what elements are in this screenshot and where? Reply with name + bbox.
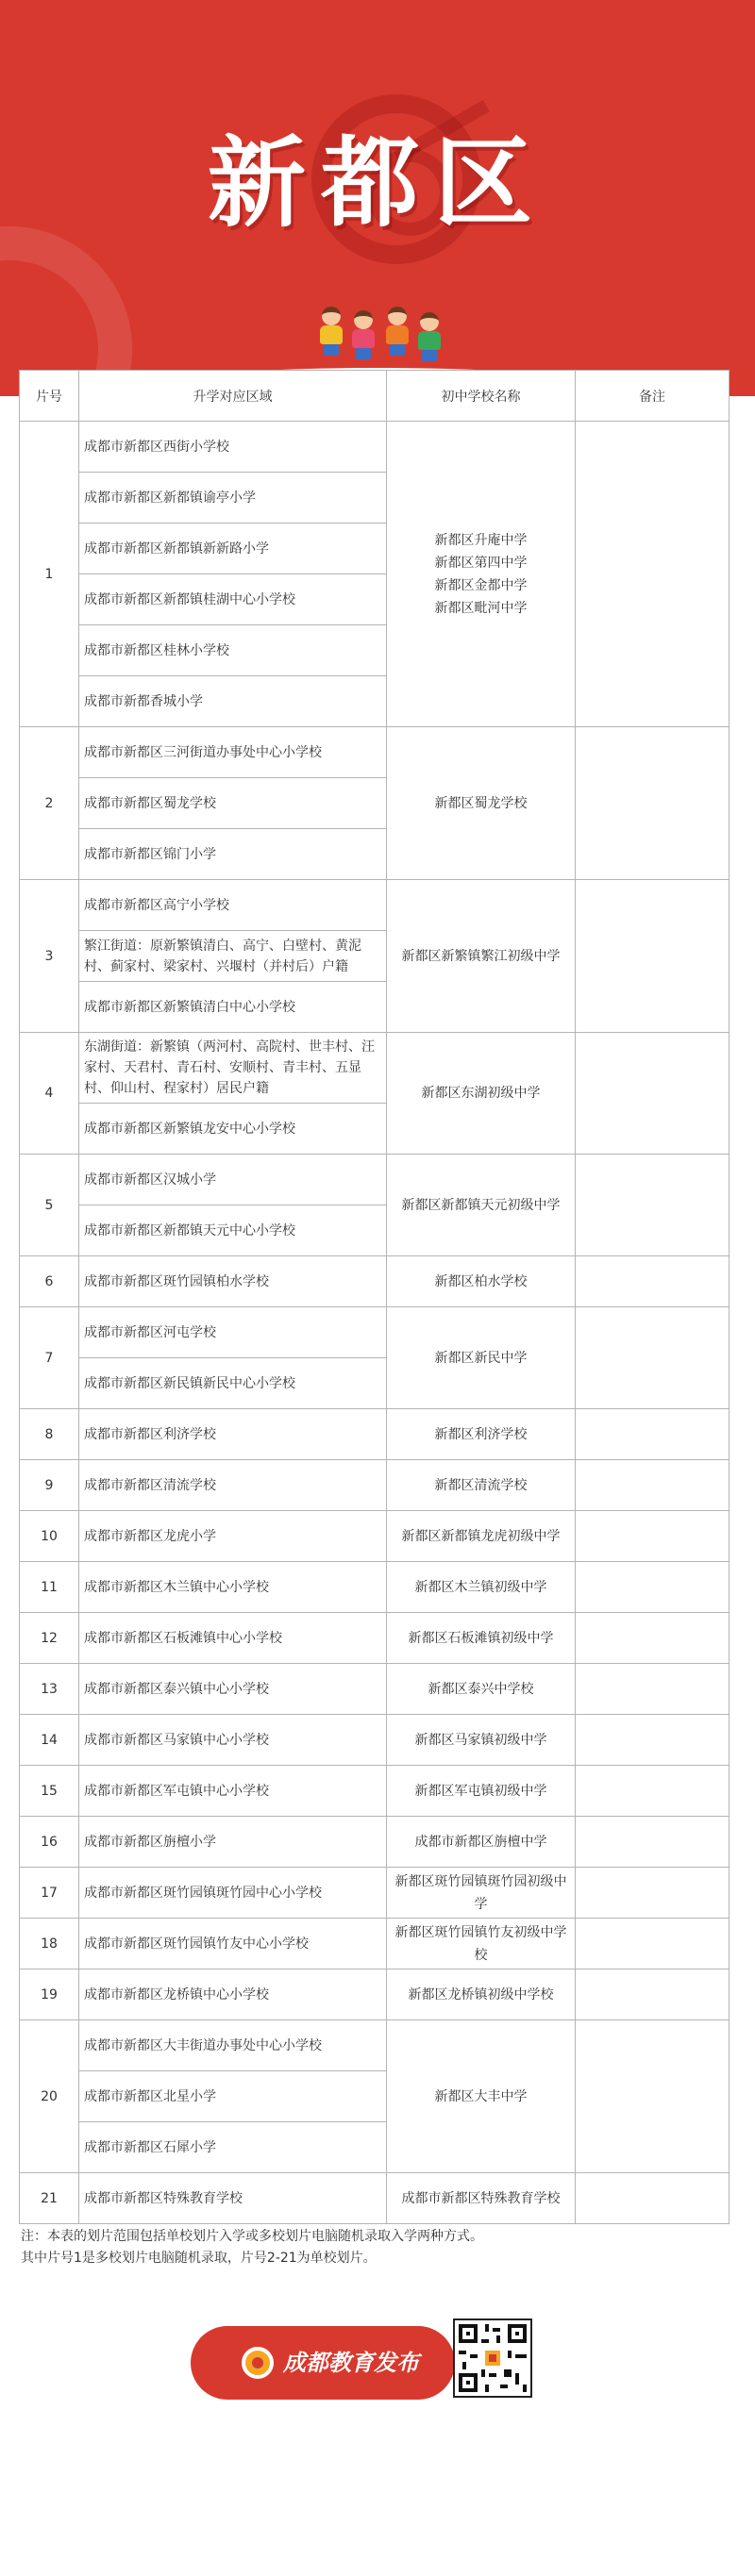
note-cell bbox=[576, 1817, 730, 1868]
note-cell bbox=[576, 2020, 730, 2173]
middle-school-cell bbox=[387, 1969, 576, 2020]
primary-school-area: 成都市新都区新都镇桂湖中心小学校 bbox=[79, 574, 387, 625]
middle-school-cell bbox=[387, 1307, 576, 1409]
middle-school-name: 新都区军屯镇初级中学 bbox=[414, 1783, 547, 1799]
middle-school-name: 新都区金都中学 bbox=[434, 577, 528, 593]
header-area: 升学对应区域 bbox=[79, 371, 387, 422]
middle-school-name: 成都市新都区旃檀中学 bbox=[414, 1834, 547, 1850]
primary-school-area: 成都市新都区河屯学校 bbox=[79, 1307, 387, 1358]
table-row bbox=[20, 1715, 730, 1766]
middle-school-cell bbox=[387, 2020, 576, 2173]
note-cell bbox=[576, 1766, 730, 1817]
table-row bbox=[20, 727, 730, 778]
middle-school-cell bbox=[387, 727, 576, 880]
table-row bbox=[20, 1460, 730, 1511]
note-cell bbox=[576, 422, 730, 727]
middle-school-cell bbox=[387, 1919, 576, 1969]
primary-school-area: 成都市新都区清流学校 bbox=[79, 1460, 387, 1511]
middle-school-name: 新都区泰兴中学校 bbox=[428, 1681, 534, 1697]
table-row bbox=[20, 1562, 730, 1613]
table-row bbox=[20, 1613, 730, 1664]
note-cell bbox=[576, 1155, 730, 1256]
primary-school-area: 成都市新都区桂林小学校 bbox=[79, 625, 387, 676]
primary-school-area: 成都市新都区新繁镇清白中心小学校 bbox=[79, 982, 387, 1033]
table-row bbox=[20, 1511, 730, 1562]
primary-school-area: 成都市新都区木兰镇中心小学校 bbox=[79, 1562, 387, 1613]
primary-school-area: 成都市新都区石犀小学 bbox=[79, 2122, 387, 2173]
middle-school-cell bbox=[387, 1511, 576, 1562]
middle-school-name: 新都区马家镇初级中学 bbox=[414, 1732, 547, 1748]
middle-school-name: 新都区利济学校 bbox=[434, 1426, 528, 1442]
primary-school-area: 成都市新都区新繁镇龙安中心小学校 bbox=[79, 1104, 387, 1155]
middle-school-name: 新都区毗河中学 bbox=[434, 600, 528, 616]
primary-school-area: 成都市新都区石板滩镇中心小学校 bbox=[79, 1613, 387, 1664]
primary-school-area: 成都市新都区特殊教育学校 bbox=[79, 2173, 387, 2224]
district-number: 19 bbox=[20, 1969, 79, 2020]
district-number: 6 bbox=[20, 1256, 79, 1307]
primary-school-area: 成都市新都区新都镇天元中心小学校 bbox=[79, 1205, 387, 1256]
footnote-line: 注：本表的划片范围包括单校划片入学或多校划片电脑随机录取入学两种方式。 bbox=[21, 2229, 483, 2244]
middle-school-cell bbox=[387, 1460, 576, 1511]
table-row bbox=[20, 1969, 730, 2020]
note-cell bbox=[576, 1868, 730, 1919]
middle-school-cell bbox=[387, 1033, 576, 1155]
district-number: 16 bbox=[20, 1817, 79, 1868]
middle-school-name: 新都区东湖初级中学 bbox=[421, 1086, 541, 1101]
primary-school-area: 成都市新都区新都镇谕亭小学 bbox=[79, 473, 387, 524]
footer bbox=[0, 2307, 755, 2505]
middle-school-name: 新都区石板滩镇初级中学 bbox=[408, 1630, 554, 1646]
primary-school-area: 成都市新都区斑竹园镇斑竹园中心小学校 bbox=[79, 1868, 387, 1919]
primary-school-area: 成都市新都区斑竹园镇竹友中心小学校 bbox=[79, 1919, 387, 1969]
note-cell bbox=[576, 1409, 730, 1460]
district-number: 14 bbox=[20, 1715, 79, 1766]
middle-school-name: 新都区第四中学 bbox=[434, 555, 528, 571]
header-note: 备注 bbox=[576, 371, 730, 422]
table-row bbox=[20, 1256, 730, 1307]
district-number: 10 bbox=[20, 1511, 79, 1562]
middle-school-name: 新都区新民中学 bbox=[434, 1350, 528, 1366]
primary-school-area: 成都市新都区蜀龙学校 bbox=[79, 778, 387, 829]
note-cell bbox=[576, 1033, 730, 1155]
middle-school-cell bbox=[387, 2173, 576, 2224]
district-table bbox=[19, 370, 730, 2224]
note-cell bbox=[576, 1664, 730, 1715]
brand-badge: 成都教育发布 bbox=[191, 2326, 455, 2400]
district-table-section bbox=[0, 370, 755, 2269]
primary-school-area: 成都市新都区斑竹园镇柏水学校 bbox=[79, 1256, 387, 1307]
district-number: 17 bbox=[20, 1868, 79, 1919]
primary-school-area: 成都市新都区龙桥镇中心小学校 bbox=[79, 1969, 387, 2020]
primary-school-area: 成都市新都区泰兴镇中心小学校 bbox=[79, 1664, 387, 1715]
table-row bbox=[20, 1307, 730, 1358]
middle-school-cell bbox=[387, 1817, 576, 1868]
primary-school-area: 成都市新都区三河街道办事处中心小学校 bbox=[79, 727, 387, 778]
table-header-row bbox=[20, 371, 730, 422]
primary-school-area: 成都市新都区北星小学 bbox=[79, 2071, 387, 2122]
district-number: 7 bbox=[20, 1307, 79, 1409]
header-school: 初中学校名称 bbox=[387, 371, 576, 422]
primary-school-area: 成都市新都区新民镇新民中心小学校 bbox=[79, 1358, 387, 1409]
district-number: 8 bbox=[20, 1409, 79, 1460]
middle-school-name: 成都市新都区特殊教育学校 bbox=[401, 2190, 561, 2206]
table-row bbox=[20, 1409, 730, 1460]
middle-school-name: 新都区龙桥镇初级中学校 bbox=[408, 1986, 554, 2003]
primary-school-area: 成都市新都区旃檀小学 bbox=[79, 1817, 387, 1868]
middle-school-cell bbox=[387, 422, 576, 727]
note-cell bbox=[576, 1256, 730, 1307]
district-number: 2 bbox=[20, 727, 79, 880]
middle-school-name: 新都区柏水学校 bbox=[434, 1273, 528, 1289]
primary-school-area: 成都市新都区利济学校 bbox=[79, 1409, 387, 1460]
primary-school-area: 东湖街道：新繁镇（两河村、高院村、世丰村、汪家村、天君村、青石村、安顺村、青丰村、五显村、仰山村、程家村）居民户籍 bbox=[79, 1033, 387, 1104]
middle-school-name: 新都区新都镇天元初级中学 bbox=[401, 1197, 561, 1213]
table-row bbox=[20, 1919, 730, 1969]
district-number: 1 bbox=[20, 422, 79, 727]
table-row bbox=[20, 2020, 730, 2071]
footnote bbox=[19, 2224, 729, 2269]
middle-school-cell bbox=[387, 880, 576, 1033]
table-row bbox=[20, 880, 730, 931]
middle-school-name: 新都区大丰中学 bbox=[434, 2088, 528, 2104]
note-cell bbox=[576, 1969, 730, 2020]
table-row bbox=[20, 1155, 730, 1205]
district-number: 11 bbox=[20, 1562, 79, 1613]
page-title: 新都区 bbox=[207, 125, 547, 241]
header-no: 片号 bbox=[20, 371, 79, 422]
primary-school-area: 成都市新都区汉城小学 bbox=[79, 1155, 387, 1205]
middle-school-cell bbox=[387, 1409, 576, 1460]
footnote-line: 其中片号1是多校划片电脑随机录取，片号2-21为单校划片。 bbox=[21, 2251, 377, 2266]
primary-school-area: 成都市新都区西街小学校 bbox=[79, 422, 387, 473]
middle-school-name: 新都区蜀龙学校 bbox=[434, 795, 528, 811]
table-row bbox=[20, 1817, 730, 1868]
middle-school-name: 新都区新都镇龙虎初级中学 bbox=[401, 1528, 561, 1544]
note-cell bbox=[576, 2173, 730, 2224]
middle-school-name: 新都区升庵中学 bbox=[434, 532, 528, 548]
note-cell bbox=[576, 1613, 730, 1664]
table-row bbox=[20, 1766, 730, 1817]
middle-school-cell bbox=[387, 1155, 576, 1256]
district-number: 5 bbox=[20, 1155, 79, 1256]
district-number: 15 bbox=[20, 1766, 79, 1817]
note-cell bbox=[576, 1460, 730, 1511]
middle-school-name: 新都区清流学校 bbox=[434, 1477, 528, 1493]
primary-school-area: 繁江街道：原新繁镇清白、高宁、白壁村、黄泥村、蓟家村、梁家村、兴堰村（并村后）户籍 bbox=[79, 931, 387, 982]
primary-school-area: 成都市新都区龙虎小学 bbox=[79, 1511, 387, 1562]
primary-school-area: 成都市新都区军屯镇中心小学校 bbox=[79, 1766, 387, 1817]
table-row bbox=[20, 1664, 730, 1715]
primary-school-area: 成都市新都区高宁小学校 bbox=[79, 880, 387, 931]
primary-school-area: 成都市新都区锦门小学 bbox=[79, 829, 387, 880]
middle-school-cell bbox=[387, 1868, 576, 1919]
middle-school-cell bbox=[387, 1562, 576, 1613]
district-number: 18 bbox=[20, 1919, 79, 1969]
note-cell bbox=[576, 1307, 730, 1409]
district-number: 9 bbox=[20, 1460, 79, 1511]
primary-school-area: 成都市新都区马家镇中心小学校 bbox=[79, 1715, 387, 1766]
primary-school-area: 成都市新都区大丰街道办事处中心小学校 bbox=[79, 2020, 387, 2071]
table-body bbox=[20, 422, 730, 2224]
header-banner bbox=[0, 0, 755, 396]
primary-school-area: 成都市新都区新都镇新新路小学 bbox=[79, 524, 387, 574]
middle-school-cell bbox=[387, 1715, 576, 1766]
table-row bbox=[20, 2173, 730, 2224]
middle-school-cell bbox=[387, 1256, 576, 1307]
note-cell bbox=[576, 1562, 730, 1613]
note-cell bbox=[576, 1715, 730, 1766]
note-cell bbox=[576, 727, 730, 880]
note-cell bbox=[576, 1919, 730, 1969]
middle-school-name: 新都区斑竹园镇斑竹园初级中学 bbox=[394, 1873, 567, 1912]
children-illustration bbox=[316, 307, 448, 363]
middle-school-name: 新都区斑竹园镇竹友初级中学校 bbox=[394, 1924, 567, 1963]
district-number: 21 bbox=[20, 2173, 79, 2224]
middle-school-name: 新都区木兰镇初级中学 bbox=[414, 1579, 547, 1595]
table-row bbox=[20, 1868, 730, 1919]
brand-logo-icon bbox=[242, 2347, 274, 2379]
primary-school-area: 成都市新都香城小学 bbox=[79, 676, 387, 727]
middle-school-name: 新都区新繁镇繁江初级中学 bbox=[401, 948, 561, 964]
district-number: 4 bbox=[20, 1033, 79, 1155]
district-number: 3 bbox=[20, 880, 79, 1033]
note-cell bbox=[576, 880, 730, 1033]
table-row bbox=[20, 1033, 730, 1104]
middle-school-cell bbox=[387, 1664, 576, 1715]
qr-code-icon[interactable] bbox=[453, 2318, 532, 2398]
district-number: 13 bbox=[20, 1664, 79, 1715]
middle-school-cell bbox=[387, 1766, 576, 1817]
district-number: 12 bbox=[20, 1613, 79, 1664]
middle-school-cell bbox=[387, 1613, 576, 1664]
note-cell bbox=[576, 1511, 730, 1562]
table-row bbox=[20, 422, 730, 473]
district-number: 20 bbox=[20, 2020, 79, 2173]
